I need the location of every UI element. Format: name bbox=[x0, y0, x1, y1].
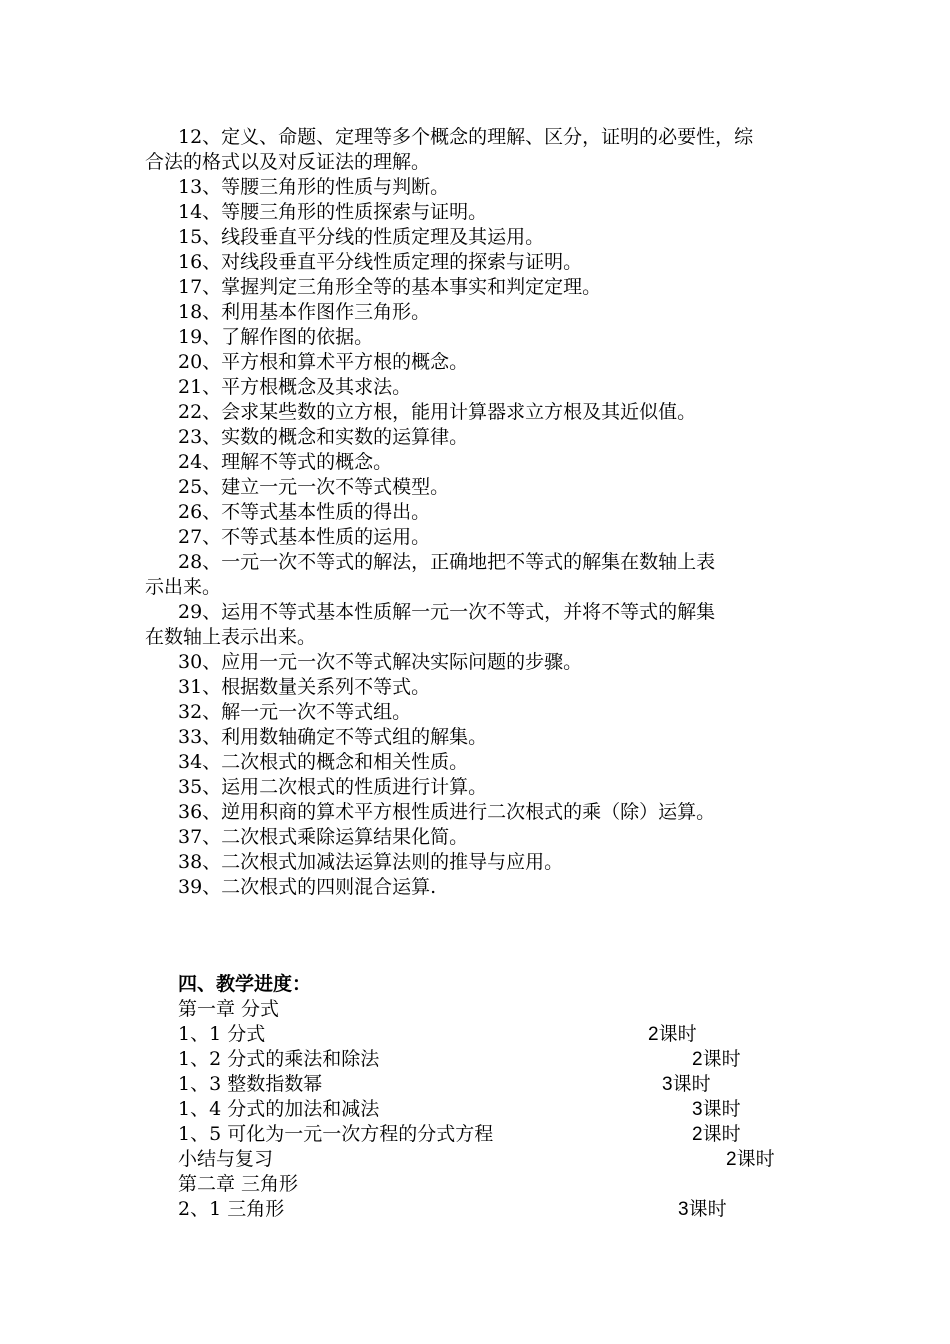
schedule-hours: 3课时 bbox=[692, 1099, 741, 1120]
objective-line: 13、等腰三角形的性质与判断。 bbox=[178, 176, 450, 198]
schedule-label: 1、5 可化为一元一次方程的分式方程 bbox=[178, 1123, 494, 1145]
schedule-row bbox=[178, 1147, 798, 1172]
objective-line: 37、二次根式乘除运算结果化简。 bbox=[178, 826, 469, 848]
objective-line: 27、不等式基本性质的运用。 bbox=[178, 526, 431, 548]
section-heading: 四、教学进度： bbox=[178, 973, 312, 995]
schedule-row bbox=[178, 1197, 798, 1222]
objective-line: 15、线段垂直平分线的性质定理及其运用。 bbox=[178, 226, 545, 248]
schedule-label: 1、3 整数指数幂 bbox=[178, 1073, 323, 1095]
schedule-row bbox=[178, 1022, 798, 1047]
objective-line: 示出来。 bbox=[145, 576, 222, 598]
schedule-label: 小结与复习 bbox=[178, 1148, 274, 1170]
schedule-label: 第一章 分式 bbox=[178, 998, 280, 1020]
schedule-hours: 3课时 bbox=[678, 1199, 727, 1220]
objective-line: 38、二次根式加减法运算法则的推导与应用。 bbox=[178, 851, 564, 873]
objective-line: 16、对线段垂直平分线性质定理的探索与证明。 bbox=[178, 251, 583, 273]
schedule-row bbox=[178, 997, 798, 1022]
objective-line: 17、掌握判定三角形全等的基本事实和判定定理。 bbox=[178, 276, 602, 298]
schedule-label: 第二章 三角形 bbox=[178, 1173, 299, 1195]
schedule-hours: 2课时 bbox=[692, 1049, 741, 1070]
objective-line: 28、一元一次不等式的解法，正确地把不等式的解集在数轴上表 bbox=[178, 551, 716, 573]
schedule-label: 1、1 分式 bbox=[178, 1023, 266, 1045]
objective-line: 33、利用数轴确定不等式组的解集。 bbox=[178, 726, 488, 748]
objective-line: 29、运用不等式基本性质解一元一次不等式，并将不等式的解集 bbox=[178, 601, 716, 623]
schedule-row bbox=[178, 1097, 798, 1122]
objective-line: 22、会求某些数的立方根，能用计算器求立方根及其近似值。 bbox=[178, 401, 697, 423]
schedule-row bbox=[178, 1122, 798, 1147]
objective-line: 14、等腰三角形的性质探索与证明。 bbox=[178, 201, 488, 223]
schedule-label: 2、1 三角形 bbox=[178, 1198, 285, 1220]
objective-line: 34、二次根式的概念和相关性质。 bbox=[178, 751, 469, 773]
objective-line: 23、实数的概念和实数的运算律。 bbox=[178, 426, 469, 448]
objective-line: 39、二次根式的四则混合运算. bbox=[178, 876, 437, 898]
schedule-row bbox=[178, 1072, 798, 1097]
schedule-hours: 3课时 bbox=[662, 1074, 711, 1095]
objective-line: 26、不等式基本性质的得出。 bbox=[178, 501, 431, 523]
schedule-label: 1、4 分式的加法和减法 bbox=[178, 1098, 380, 1120]
objective-line: 24、理解不等式的概念。 bbox=[178, 451, 393, 473]
objective-line: 25、建立一元一次不等式模型。 bbox=[178, 476, 450, 498]
objective-line: 32、解一元一次不等式组。 bbox=[178, 701, 412, 723]
objective-line: 12、定义、命题、定理等多个概念的理解、区分，证明的必要性，综 bbox=[178, 126, 754, 148]
objective-line: 在数轴上表示出来。 bbox=[145, 626, 317, 648]
objective-line: 31、根据数量关系列不等式。 bbox=[178, 676, 431, 698]
objective-line: 19、了解作图的依据。 bbox=[178, 326, 374, 348]
objective-line: 35、运用二次根式的性质进行计算。 bbox=[178, 776, 488, 798]
schedule-row bbox=[178, 1172, 798, 1197]
objective-line: 18、利用基本作图作三角形。 bbox=[178, 301, 431, 323]
objective-line: 20、平方根和算术平方根的概念。 bbox=[178, 351, 469, 373]
schedule-label: 1、2 分式的乘法和除法 bbox=[178, 1048, 380, 1070]
schedule-row bbox=[178, 1047, 798, 1072]
schedule-hours: 2课时 bbox=[692, 1124, 741, 1145]
objective-line: 21、平方根概念及其求法。 bbox=[178, 376, 412, 398]
objective-line: 30、应用一元一次不等式解决实际问题的步骤。 bbox=[178, 651, 583, 673]
schedule-hours: 2课时 bbox=[648, 1024, 697, 1045]
objective-line: 36、逆用积商的算术平方根性质进行二次根式的乘（除）运算。 bbox=[178, 801, 716, 823]
schedule-hours: 2课时 bbox=[726, 1149, 775, 1170]
objective-line: 合法的格式以及对反证法的理解。 bbox=[145, 151, 431, 173]
